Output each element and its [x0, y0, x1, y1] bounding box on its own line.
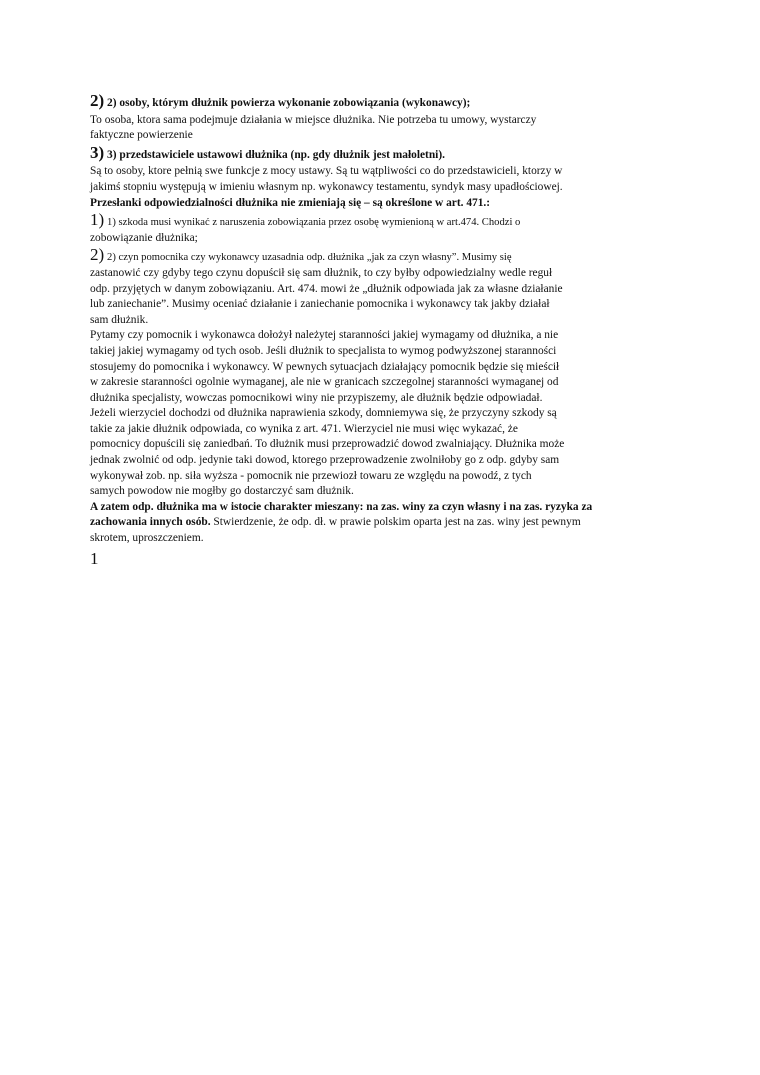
premise-2-line: stosujemy do pomocnika i wykonawcy. W pewnych sytuacjach działający pomocnik będzie się mieścił	[90, 360, 560, 373]
section-3-number: 3)	[90, 142, 105, 162]
premise-1-line: zobowiązanie dłużnika;	[90, 231, 198, 244]
page-number: 1	[90, 548, 99, 568]
premise-2-line: jednak zwolnić od odp. jedynie taki dowod, ktorego przeprowadzenie zwolniłoby go z odp. gdyby sam	[90, 454, 560, 467]
premise-2-line: wykonywał zob. np. siła wyższa - pomocnik nie przewiozł towaru ze względu na powodź, z tych	[90, 469, 532, 482]
conclusion-line-2	[90, 515, 670, 531]
section-2-line: To osoba, ktora sama podejmuje działania w miejsce dłużnika. Nie potrzeba tu umowy, wystarczy	[90, 113, 537, 126]
premise-2-line: dłużnika specjalisty, wowczas pomocnikowi winy nie przypiszemy, ale dłużnik będzie odpowiadał.	[90, 391, 543, 404]
conclusion-line-1: A zatem odp. dłużnika ma w istocie charakter mieszany: na zas. winy za czyn własny i na zas. ryzyka za	[90, 500, 593, 513]
section-2-body	[90, 113, 670, 144]
premise-2-body	[90, 266, 670, 500]
section-3-body	[90, 164, 670, 195]
conclusion	[90, 500, 670, 547]
section-3-title: 3) przedstawiciele ustawowi dłużnika (np. gdy dłużnik jest małoletni).	[107, 148, 445, 161]
section-2-heading	[90, 92, 670, 112]
section-3-line: jakimś stopniu występują w imieniu własnym np. wykonawcy testamentu, syndyk masy upadłościowej.	[90, 180, 563, 193]
premise-2	[90, 246, 670, 266]
premise-2-line: Pytamy czy pomocnik i wykonawca dołożył należytej staranności jakiej wymagamy od dłużnika, a nie	[90, 329, 559, 342]
premise-2-line: takiej jakiej wymagamy od tych osob. Jeśli dłużnik to specjalista to wymog podwyższonej staranności	[90, 344, 557, 357]
document-page	[90, 92, 670, 569]
premises-heading: Przesłanki odpowiedzialności dłużnika nie zmieniają się – są określone w art. 471.:	[90, 196, 491, 209]
premise-2-line: lub zaniechanie”. Musimy oceniać działanie i zaniechanie pomocnika i wykonawcy tak jakby działał	[90, 298, 550, 311]
premise-2-line: w zakresie staranności ogolnie wymaganej, ale nie w granicach szczegolnej staranności wymaganej od	[90, 376, 559, 389]
premise-2-line: odp. przyjętych w danym zobowiązaniu. Art. 474. mowi że „dłużnik odpowiada jak za własne działanie	[90, 282, 563, 295]
premise-1-text: 1) szkoda musi wynikać z naruszenia zobowiązania przez osobę wymienioną w art.474. Chodzi o	[107, 217, 521, 229]
section-2-number: 2)	[90, 91, 105, 110]
premise-2-line: Jeżeli wierzyciel dochodzi od dłużnika naprawienia szkody, domniemywa się, że przyczyny szkody są	[90, 407, 557, 420]
conclusion-line-2-rest: Stwierdzenie, że odp. dł. w prawie polskim oparta jest na zas. winy jest pewnym	[210, 516, 581, 529]
premise-1	[90, 211, 670, 231]
section-2-title: 2) osoby, którym dłużnik powierza wykonanie zobowiązania (wykonawcy);	[107, 97, 471, 109]
premise-1-number: 1)	[90, 210, 105, 230]
section-3-line: Są to osoby, ktore pełnią swe funkcje z mocy ustawy. Są tu wątpliwości co do przedstawicieli, ktorzy w	[90, 165, 563, 178]
conclusion-line-3: skrotem, uproszczeniem.	[90, 532, 204, 545]
conclusion-line-2-bold: zachowania innych osób.	[90, 516, 211, 529]
premise-2-line: sam dłużnik.	[90, 313, 149, 326]
section-3-heading	[90, 144, 670, 164]
premise-2-line: zastanowić czy gdyby tego czynu dopuścił się sam dłużnik, to czy byłby odpowiedzialny wedle reguł	[90, 266, 553, 279]
section-2-line: faktyczne powierzenie	[90, 129, 193, 142]
premise-2-number: 2)	[90, 245, 105, 265]
premise-2-line: pomocnicy dopuścili się zaniedbań. To dłużnik musi przeprowadzić dowod zwalniający. Dłużnika może	[90, 438, 565, 451]
premise-2-line: samych powodow nie mogłby go dostarczyć sam dłużnik.	[90, 485, 354, 498]
premise-2-line: takie za jakie dłużnik odpowiada, co wynika z art. 471. Wierzyciel nie musi więc wykazać, że	[90, 422, 518, 435]
premise-2-text: 2) czyn pomocnika czy wykonawcy uzasadnia odp. dłużnika „jak za czyn własny”. Musimy się	[107, 252, 512, 264]
